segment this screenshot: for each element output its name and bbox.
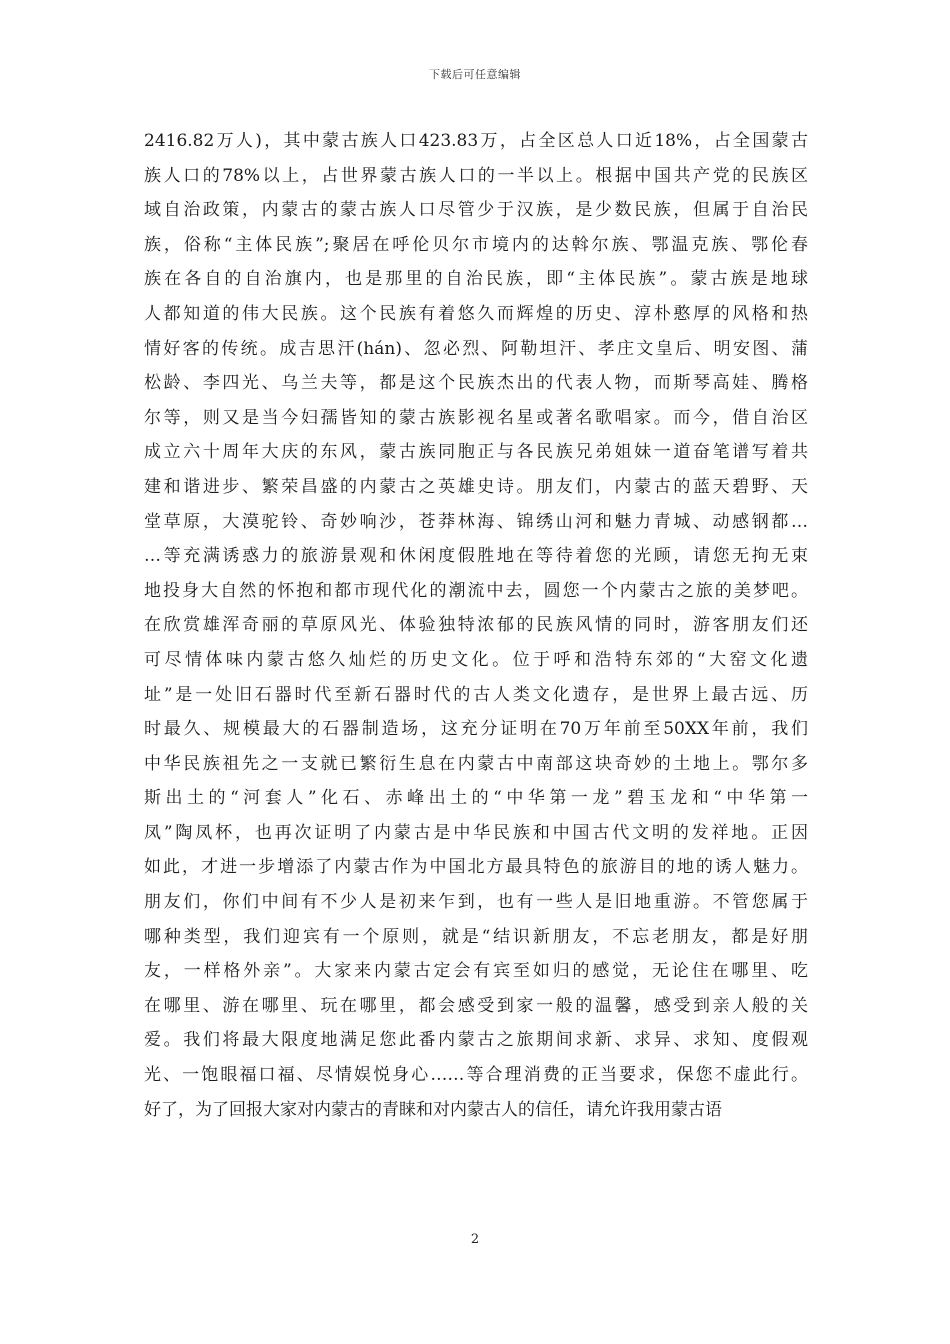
- body-line: 族人口的78%以上，占世界蒙古族人口的一半以上。根据中国共产党的民族区: [144, 165, 808, 186]
- body-line: 址”是一处旧石器时代至新石器时代的古人类文化遗存，是世界上最古远、历: [144, 684, 808, 705]
- page-number: 2: [470, 1232, 480, 1247]
- body-line: 爱。我们将最大限度地满足您此番内蒙古之旅期间求新、求异、求知、度假观: [144, 1030, 808, 1051]
- body-line: 凤”陶凤杯，也再次证明了内蒙古是中华民族和中国古代文明的发祥地。正因: [144, 822, 808, 843]
- body-text: [144, 124, 808, 1127]
- body-line: 斯出土的“河套人”化石、赤峰出土的“中华第一龙”碧玉龙和“中华第一: [144, 788, 808, 809]
- body-line: 域自治政策，内蒙古的蒙古族人口尽管少于汉族，是少数民族，但属于自治民: [144, 200, 808, 221]
- body-line: …等充满诱惑力的旅游景观和休闲度假胜地在等待着您的光顾，请您无拘无束: [144, 546, 808, 567]
- body-line: 友，一样格外亲”。大家来内蒙古定会有宾至如归的感觉，无论住在哪里、吃: [144, 961, 808, 982]
- body-line: 地投身大自然的怀抱和都市现代化的潮流中去，圆您一个内蒙古之旅的美梦吧。: [144, 580, 808, 601]
- page-header: 下载后可任意编辑: [429, 68, 521, 81]
- body-line: 松龄、李四光、乌兰夫等，都是这个民族杰出的代表人物，而斯琴高娃、腾格: [144, 373, 808, 394]
- body-line: 中华民族祖先之一支就已繁衍生息在内蒙古中南部这块奇妙的土地上。鄂尔多: [144, 753, 808, 774]
- body-line: 尔等，则又是当今妇孺皆知的蒙古族影视名星或著名歌唱家。而今，借自治区: [144, 407, 808, 428]
- body-line: 好了，为了回报大家对内蒙古的青睐和对内蒙古人的信任，请允许我用蒙古语: [144, 1099, 722, 1120]
- body-line: 情好客的传统。成吉思汗(hán)、忽必烈、阿勒坦汗、孝庄文皇后、明安图、蒲: [144, 338, 808, 359]
- body-line: 时最久、规模最大的石器制造场，这充分证明在70万年前至50XX年前，我们: [144, 719, 808, 740]
- body-line: 在欣赏雄浑奇丽的草原风光、体验独特浓郁的民族风情的同时，游客朋友们还: [144, 615, 808, 636]
- body-line: 如此，才进一步增添了内蒙古作为中国北方最具特色的旅游目的地的诱人魅力。: [144, 857, 808, 878]
- body-line: 朋友们，你们中间有不少人是初来乍到，也有一些人是旧地重游。不管您属于: [144, 892, 808, 913]
- body-line: 2416.82万人)，其中蒙古族人口423.83万，占全区总人口近18%，占全国蒙古: [144, 131, 808, 151]
- body-line: 哪种类型，我们迎宾有一个原则，就是“结识新朋友，不忘老朋友，都是好朋: [144, 926, 808, 947]
- body-line: 光、一饱眼福口福、尽情娱悦身心……等合理消费的正当要求，保您不虚此行。: [144, 1065, 808, 1086]
- body-line: 成立六十周年大庆的东风，蒙古族同胞正与各民族兄弟姐妹一道奋笔谱写着共: [144, 442, 808, 463]
- body-line: 堂草原，大漠驼铃、奇妙响沙，苍莽林海、锦绣山河和魅力青城、动感钢都…: [144, 511, 808, 532]
- body-line: 可尽情体味内蒙古悠久灿烂的历史文化。位于呼和浩特东郊的“大窑文化遗: [144, 649, 808, 670]
- body-line: 族在各自的自治旗内，也是那里的自治民族，即“主体民族”。蒙古族是地球: [144, 269, 808, 290]
- body-line: 建和谐进步、繁荣昌盛的内蒙古之英雄史诗。朋友们，内蒙古的蓝天碧野、天: [144, 476, 808, 497]
- body-line: 人都知道的伟大民族。这个民族有着悠久而辉煌的历史、淳朴憨厚的风格和热: [144, 303, 808, 324]
- body-line: 在哪里、游在哪里、玩在哪里，都会感受到家一般的温馨，感受到亲人般的关: [144, 995, 808, 1016]
- body-line: 族，俗称“主体民族”;聚居在呼伦贝尔市境内的达斡尔族、鄂温克族、鄂伦春: [144, 234, 808, 255]
